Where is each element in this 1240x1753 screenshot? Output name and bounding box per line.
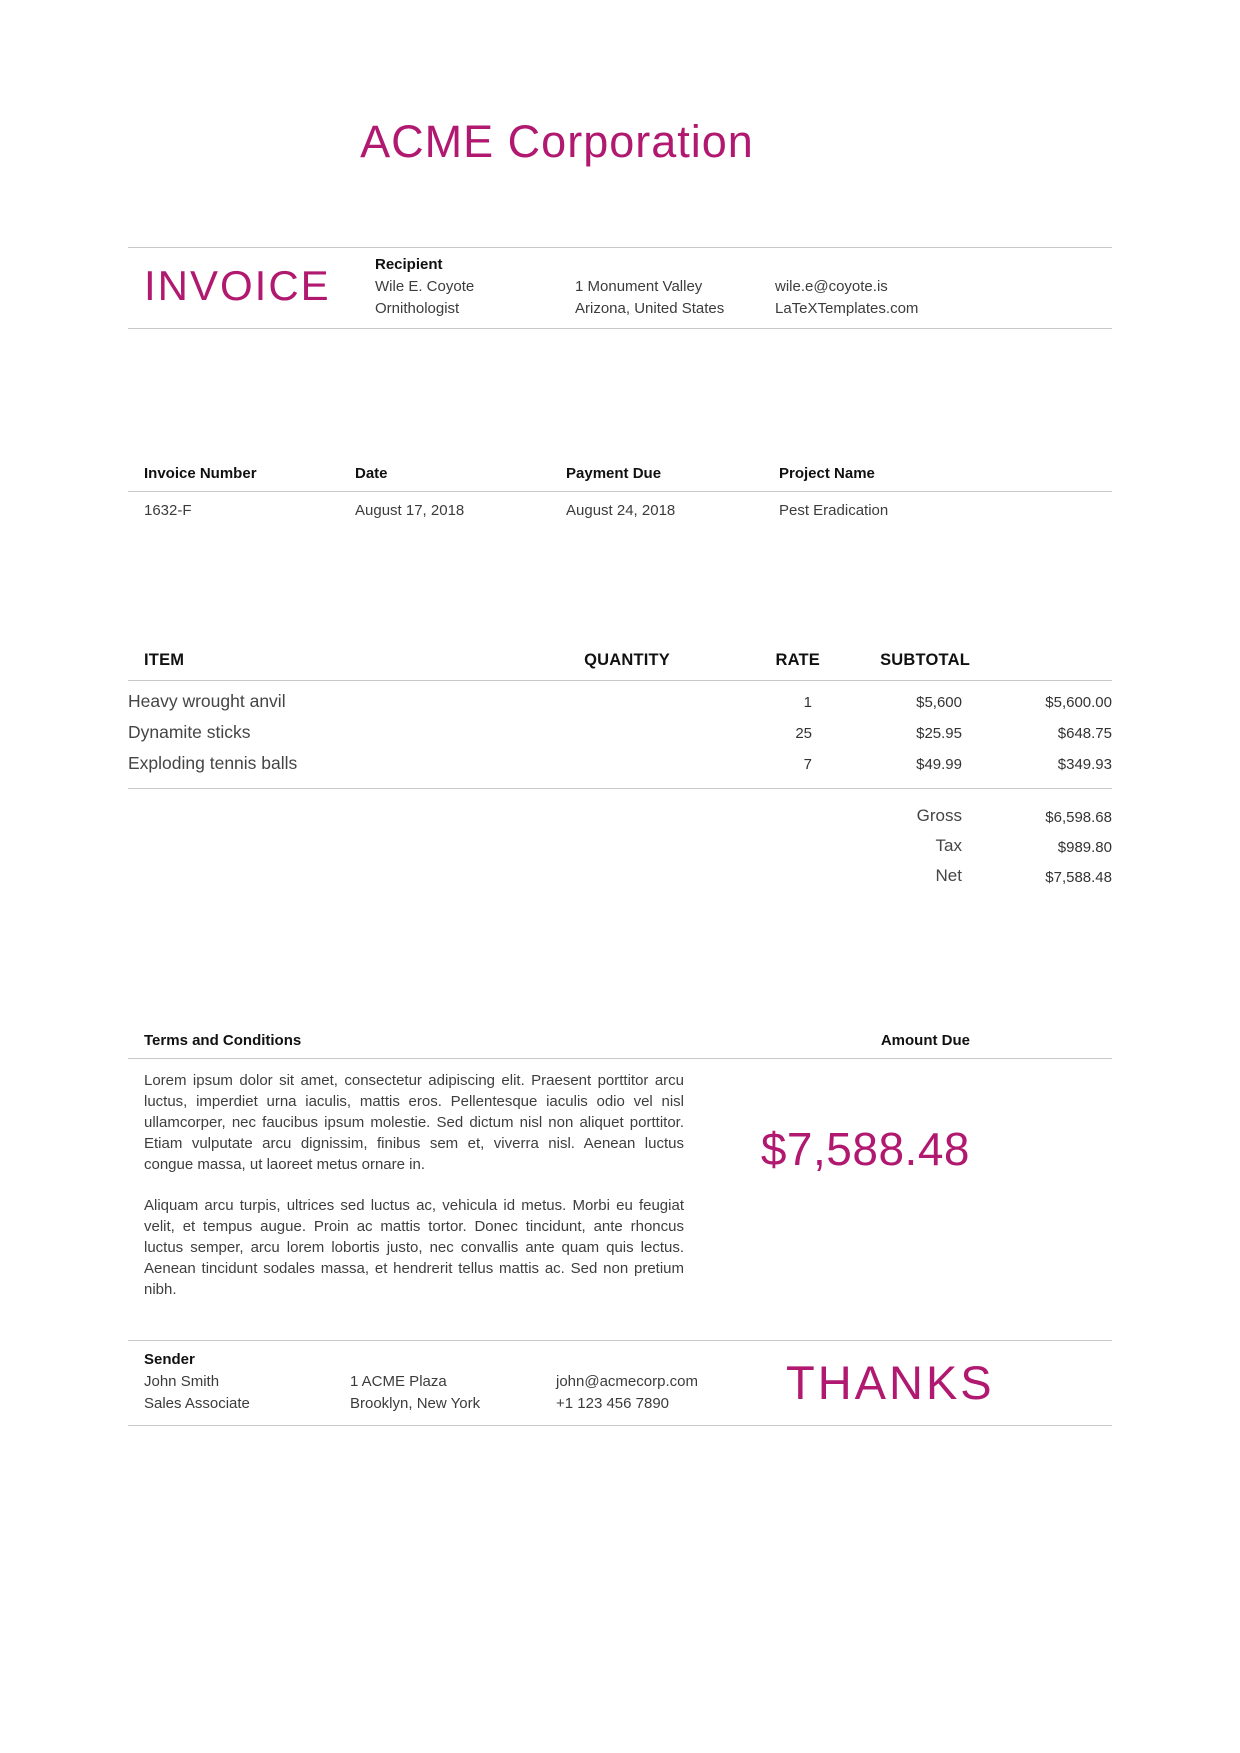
payment-due-label: Payment Due <box>566 465 662 483</box>
recipient-name: Wile E. Coyote <box>375 278 475 296</box>
recipient-address-block <box>575 254 775 320</box>
invoice-number-label: Invoice Number <box>144 465 257 483</box>
gross-value: $6,598.68 <box>1045 808 1112 826</box>
tax-value: $989.80 <box>1057 838 1112 856</box>
totals-row-tax <box>128 832 1112 862</box>
sender-phone: +1 123 456 7890 <box>556 1395 670 1413</box>
totals-row-net <box>128 862 1112 892</box>
date-label: Date <box>355 465 388 483</box>
col-header-quantity: QUANTITY <box>584 651 670 670</box>
recipient-block <box>375 254 575 320</box>
amount-due-value: $7,588.48 <box>760 1123 970 1176</box>
col-header-rate: RATE <box>775 651 820 670</box>
payment-due-value: August 24, 2018 <box>566 502 676 520</box>
terms-header-row <box>128 1032 1112 1059</box>
recipient-role: Ornithologist <box>375 300 460 318</box>
sender-email: john@acmecorp.com <box>556 1373 698 1391</box>
terms-text <box>144 1070 684 1300</box>
invoice-page <box>128 0 1112 1426</box>
terms-section <box>128 1032 1112 1300</box>
item-rate: $49.99 <box>916 755 962 773</box>
net-value: $7,588.48 <box>1045 868 1112 886</box>
date-value: August 17, 2018 <box>355 502 465 520</box>
sender-address-line1: 1 ACME Plaza <box>350 1373 447 1391</box>
table-row <box>128 718 1112 749</box>
recipient-contact-block <box>775 254 970 320</box>
terms-heading: Terms and Conditions <box>144 1032 302 1050</box>
items-table-header <box>128 651 1112 681</box>
col-header-subtotal: SUBTOTAL <box>880 651 970 670</box>
project-name-label: Project Name <box>779 465 875 483</box>
terms-paragraph-2: Aliquam arcu turpis, ultrices sed luctus ac, vehicula id metus. Morbi eu feugiat velit, et tempus augue. Proin ac mattis tortor. Donec tincidunt, ante rhoncus luctus semper, arcu lorem lobortis justo, nec convallis ante quam quis lectus. Aenean tincidunt sodales massa, et hendrerit tellus mattis ac. Sed non pretium nibh. <box>144 1197 684 1299</box>
items-table <box>128 651 1112 892</box>
item-subtotal: $5,600.00 <box>1045 693 1112 711</box>
sender-address-line2: Brooklyn, New York <box>350 1395 481 1413</box>
item-quantity: 7 <box>803 755 812 773</box>
amount-due-label: Amount Due <box>880 1032 970 1050</box>
totals-block <box>128 789 1112 892</box>
sender-address-block <box>350 1349 556 1415</box>
item-quantity: 25 <box>795 724 812 742</box>
tax-label: Tax <box>935 835 962 855</box>
col-header-item: ITEM <box>144 651 185 670</box>
footer-band <box>128 1340 1112 1426</box>
invoice-number-value: 1632-F <box>144 502 192 520</box>
invoice-details-values <box>128 492 1112 519</box>
items-table-body <box>128 681 1112 789</box>
project-name-value: Pest Eradication <box>779 502 889 520</box>
item-subtotal: $349.93 <box>1057 755 1112 773</box>
item-subtotal: $648.75 <box>1057 724 1112 742</box>
gross-label: Gross <box>916 805 962 825</box>
recipient-website: LaTeXTemplates.com <box>775 300 919 318</box>
item-name: Exploding tennis balls <box>128 752 298 773</box>
recipient-address-line2: Arizona, United States <box>575 300 725 318</box>
totals-row-gross <box>128 802 1112 832</box>
recipient-label: Recipient <box>375 256 443 274</box>
table-row <box>128 749 1112 780</box>
item-rate: $25.95 <box>916 724 962 742</box>
sender-block <box>144 1349 350 1415</box>
item-quantity: 1 <box>803 693 812 711</box>
item-name: Heavy wrought anvil <box>128 690 286 711</box>
invoice-details <box>128 465 1112 519</box>
sender-role: Sales Associate <box>144 1395 250 1413</box>
sender-name: John Smith <box>144 1373 220 1391</box>
company-title: ACME Corporation <box>360 116 754 167</box>
thanks-text: THANKS <box>786 1355 995 1409</box>
recipient-email: wile.e@coyote.is <box>775 278 888 296</box>
terms-body <box>128 1059 1112 1300</box>
item-name: Dynamite sticks <box>128 721 251 742</box>
sender-contact-block <box>556 1349 786 1415</box>
table-row <box>128 687 1112 718</box>
recipient-address-line1: 1 Monument Valley <box>575 278 703 296</box>
invoice-heading: INVOICE <box>144 262 331 310</box>
net-label: Net <box>935 865 962 885</box>
invoice-header-band <box>128 247 1112 329</box>
invoice-details-labels <box>128 465 1112 492</box>
terms-paragraph-1: Lorem ipsum dolor sit amet, consectetur adipiscing elit. Praesent porttitor arcu luctus, imperdiet urna iaculis, mattis eros. Pellentesque iaculis odio vel nisl ullamcorper, nec faucibus ipsum molestie. Sed dictum nisl non aliquet porttitor. Etiam vulputate arcu dignissim, finibus sem et, viverra nisl. Aenean luctus congue massa, ut laoreet metus ornare in. <box>144 1072 684 1174</box>
item-rate: $5,600 <box>916 693 962 711</box>
sender-label: Sender <box>144 1351 195 1369</box>
